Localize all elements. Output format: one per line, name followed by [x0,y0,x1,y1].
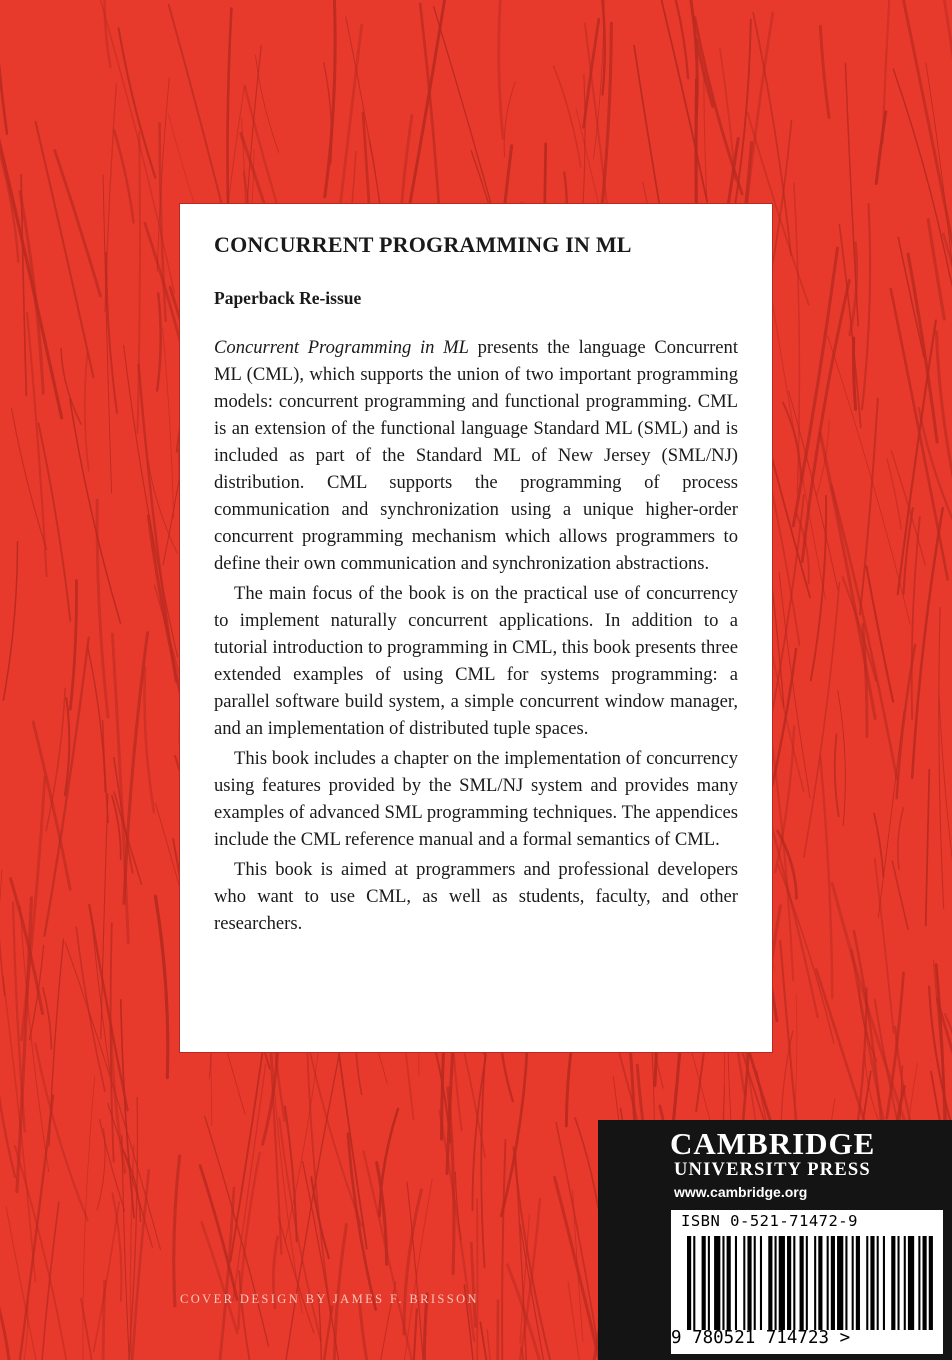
texture-streak [233,1064,266,1301]
texture-streak [820,434,875,719]
barcode-bar [877,1236,879,1330]
texture-streak [348,1134,376,1310]
ean-number: 9 780521 714723 > [671,1328,851,1348]
texture-streak [3,542,17,700]
barcode-bar [818,1236,822,1330]
barcode-bar [775,1236,777,1330]
texture-streak [157,293,161,390]
texture-streak [875,859,894,1032]
blurb-paragraph-4: This book is aimed at programmers and professional developers who want to use CML, as well as students, faculty, and other researchers. [214,859,738,934]
publisher-subname: UNIVERSITY PRESS [674,1160,871,1180]
texture-streak [0,1303,12,1360]
barcode-bar [929,1236,933,1330]
texture-streak [85,354,89,471]
barcode-bars [687,1236,935,1330]
texture-streak [112,796,121,860]
texture-streak [832,883,914,1149]
barcode-bar [904,1236,906,1330]
publisher-name: CAMBRIDGE [670,1126,876,1161]
texture-streak [61,349,81,424]
barcode-bar [702,1236,706,1330]
blurb-paragraph-1 [214,334,738,577]
texture-streak [94,1202,120,1352]
texture-streak [672,0,688,78]
isbn-label: ISBN 0-521-71472-9 [681,1212,858,1230]
barcode-bar [870,1236,874,1330]
texture-streak [838,690,846,825]
barcode-bar [852,1236,854,1330]
blurb-text [214,334,738,937]
texture-streak [163,329,174,519]
texture-streak [938,0,952,86]
texture-streak [145,667,154,812]
texture-streak [575,1118,598,1208]
texture-streak [811,496,826,681]
texture-streak [892,861,908,929]
barcode-bar [708,1236,710,1330]
texture-streak [779,572,810,798]
texture-streak [898,808,903,869]
texture-streak [926,63,952,347]
barcode-bar [918,1236,920,1330]
barcode-bar [800,1236,804,1330]
texture-streak [70,581,76,710]
barcode-bar [743,1236,745,1330]
barcode-bar [831,1236,835,1330]
barcode [671,1210,943,1354]
texture-streak [936,332,952,503]
barcode-bar [806,1236,808,1330]
texture-streak [112,634,128,943]
texture-streak [89,905,127,1110]
barcode-bar [735,1236,737,1330]
texture-streak [359,1298,366,1359]
texture-streak [514,1147,552,1360]
blurb-paragraph-2: The main focus of the book is on the practical use of concurrency to implement naturally concurrent applications. In addition to a tutorial introduction to programming in CML, this book presents three extended examples of using CML for systems programming: a parallel software build system, a simple concurrent window manager, and an implementation of distributed tuple spaces. [214,583,738,739]
barcode-bar [908,1236,914,1330]
texture-streak [504,82,515,157]
texture-streak [46,688,65,830]
publisher-block [598,1120,952,1360]
texture-streak [926,770,930,926]
texture-streak [928,220,944,319]
cover-design-credit: COVER DESIGN BY JAMES F. BRISSON [180,1292,479,1306]
texture-streak [0,1025,15,1177]
barcode-bar [793,1236,795,1330]
texture-streak [407,1310,417,1360]
barcode-bar [747,1236,751,1330]
texture-streak [55,151,101,296]
texture-streak [820,26,829,117]
blurb-paragraph-3: This book includes a chapter on the implementation of concurrency using features provided by the SML/NJ system and provides many examples of advanced SML programming techniques. The appendices include the CML reference manual and a formal semantics of CML. [214,748,738,850]
texture-streak [502,1140,505,1360]
texture-streak [139,365,176,682]
texture-streak [804,583,840,858]
barcode-bar [883,1236,885,1330]
barcode-bar [827,1236,829,1330]
texture-streak [476,1199,478,1360]
barcode-bar [845,1236,847,1330]
edition-label: Paperback Re-issue [214,288,362,308]
barcode-bar [754,1236,756,1330]
texture-streak [105,84,116,311]
barcode-bar [714,1236,720,1330]
barcode-bar [897,1236,899,1330]
barcode-bar [923,1236,927,1330]
texture-streak [119,28,156,177]
texture-streak [408,0,445,215]
texture-streak [205,1116,269,1346]
texture-streak [499,0,503,138]
texture-streak [174,1156,180,1306]
book-title: CONCURRENT PROGRAMMING IN ML [214,232,632,257]
texture-streak [155,896,167,1078]
texture-streak [496,1301,498,1360]
barcode-bar [768,1236,772,1330]
barcode-bar [787,1236,791,1330]
texture-streak [866,566,893,701]
barcode-bar [727,1236,731,1330]
barcode-bar [814,1236,816,1330]
texture-streak [279,1118,321,1341]
texture-streak [97,1129,105,1210]
texture-streak [43,988,52,1049]
publisher-url: www.cambridge.org [674,1184,808,1200]
barcode-bar [866,1236,868,1330]
texture-streak [103,721,109,823]
texture-streak [835,734,839,816]
texture-streak [114,130,133,222]
texture-streak [113,1194,122,1301]
texture-streak [878,711,904,918]
texture-streak [862,204,870,409]
barcode-bar [779,1236,785,1330]
barcode-bar [760,1236,762,1330]
texture-streak [507,1265,549,1360]
blurb-panel [180,204,772,1052]
barcode-bar [837,1236,843,1330]
barcode-bar [693,1236,695,1330]
barcode-bar [891,1236,895,1330]
texture-streak [887,459,901,529]
texture-streak [820,757,832,998]
barcode-bar [687,1236,691,1330]
texture-streak [876,112,886,184]
texture-streak [720,49,735,180]
texture-streak [76,927,105,1091]
texture-streak [97,500,108,717]
texture-streak [554,66,581,167]
blurb-paragraph-1-text: presents the language Concurrent ML (CML), which supports the union of two important programming models: concurrent programming and functional programming. CML is an extension of the functional language Standard ML (SML) and is included as part of the Standard ML of New Jersey (SML/NJ) distribution. CML supports the programming of process communication and synchronization using a unique higher-order concurrent programming mechanism which allows programmers to define their own communication and synchronization abstractions. [214,337,738,574]
texture-streak [103,1281,105,1360]
barcode-bar [722,1236,724,1330]
texture-streak [315,1306,333,1360]
texture-streak [103,175,112,493]
texture-streak [899,0,952,247]
barcode-bar [856,1236,860,1330]
texture-streak [81,1299,131,1360]
blurb-book-title: Concurrent Programming in ML [214,337,469,358]
texture-streak [0,52,7,134]
